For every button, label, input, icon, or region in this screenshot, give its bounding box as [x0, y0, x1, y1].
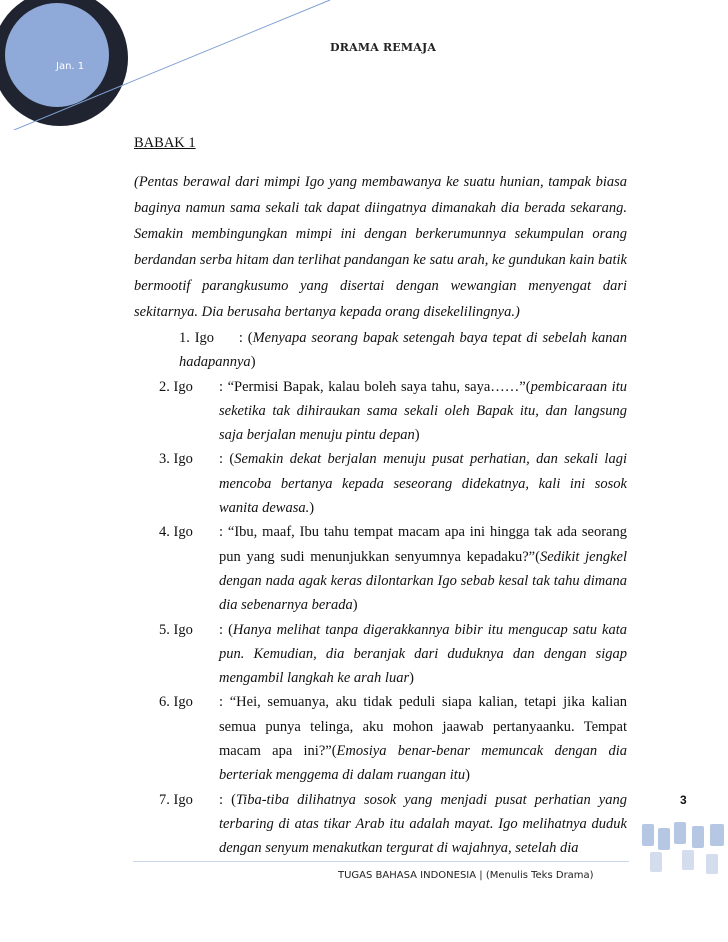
dialogue-number: 3. Igo: [159, 451, 193, 468]
dialogue-item: 7. Igo : (Tiba-tiba dilihatnya sosok yang menjadi pusat perhatian yang terbaring di atas tikar Arab itu adalah mayat. Igo melihatnya duduk dengan senyum menakutkan tergurat di wajahnya, setelah dia: [159, 788, 627, 861]
dialogue-number: 5. Igo: [159, 621, 193, 638]
dialogue-speech: “Ibu, maaf, Ibu tahu tempat macam apa ini hingga tak ada seorang pun yang sudi menunjukkan senyumnya kepadaku?”(: [219, 524, 627, 565]
dialogue-direction: pembicaraan itu seketika tak dihiraukan sama sekali oleh Bapak itu, dan langsung saja berjalan menuju pintu depan: [219, 378, 627, 444]
page-number: 3: [680, 793, 687, 807]
page-corner-decoration: [636, 820, 728, 880]
dialogue-speaker: Igo: [173, 694, 193, 711]
dialogue-direction: Emosiya benar-benar memuncak dengan dia berteriak menggema di dalam ruangan itu: [219, 743, 627, 784]
dialogue-item: 5. Igo : (Hanya melihat tanpa digerakkannya bibir itu mengucap satu kata pun. Kemudian, dia beranjak dari duduknya dan dengan sigap mengambil langkah ke arah luar): [159, 618, 627, 691]
dialogue-speaker: Igo: [194, 330, 215, 346]
dialogue-speaker: Igo: [173, 621, 193, 638]
dialogue-number: 6. Igo: [159, 694, 193, 711]
dialogue-direction: Tiba-tiba dilihatnya sosok yang menjadi pusat perhatian yang terbaring di atas tikar Arab itu adalah mayat. Igo melihatnya duduk dengan senyum menakutkan tergurat di wajahnya, setelah dia: [219, 791, 627, 857]
dialogue-number: 2. Igo: [159, 378, 193, 395]
dialogue-direction: Menyapa seorang bapak setengah baya tepat di sebelah kanan hadapannya: [179, 330, 628, 371]
dialogue-item: 4. Igo : “Ibu, maaf, Ibu tahu tempat macam apa ini hingga tak ada seorang pun yang sudi menunjukkan senyumnya kepadaku?”(Sedikit jengkel dengan nada agak keras dilontarkan Igo sebab kesal tak tahu dimana dia sebenarnya berada): [159, 520, 627, 617]
dialogue-speaker: Igo: [173, 791, 193, 808]
dialogue-number: 7. Igo: [159, 791, 193, 808]
section-title: BABAK 1: [134, 135, 196, 151]
stage-direction-intro: (Pentas berawal dari mimpi Igo yang membawanya ke suatu hunian, tampak biasa baginya namun sama sekali tak dapat diingatnya dimanakah dia berada sekarang. Semakin membingungkan mimpi ini dengan berkerumunnya sekumpulan orang berdandan serba hitam dan terlihat pandangan ke satu arah, ke gundukan kain batik bermootif parangkusumo yang disertai dengan wewangian menyengat dari sekitarnya. Dia berusaha bertanya kepada orang disekelilingnya.): [134, 174, 627, 320]
dialogue-number: 1. Igo: [179, 330, 215, 346]
dialogue-list: [159, 326, 627, 861]
dialogue-speech: “Permisi Bapak, kalau boleh saya tahu, saya……”(: [227, 378, 531, 395]
dialogue-item: 6. Igo : “Hei, semuanya, aku tidak peduli siapa kalian, tetapi jika kalian semua punya telinga, aku mohon jaawab pertanyaanku. Tempat macam apa ini?”(Emosiya benar-benar memuncak dengan dia berteriak menggema di dalam ruangan itu): [159, 690, 627, 787]
footer-divider: [133, 861, 629, 862]
dialogue-item: 3. Igo : (Semakin dekat berjalan menuju pusat perhatian, dan sekali lagi mencoba bertanya kepada seseorang didekatnya, kali ini sosok wanita dewasa.): [159, 447, 627, 520]
dialogue-speaker: Igo: [173, 451, 193, 468]
blue-circle: [5, 3, 109, 107]
dialogue-speaker: Igo: [173, 524, 193, 541]
dialogue-number: 4. Igo: [159, 524, 193, 541]
header-corner-decoration: [0, 0, 340, 130]
dialogue-item: 2. Igo : “Permisi Bapak, kalau boleh saya tahu, saya……”(pembicaraan itu seketika tak dihiraukan sama sekali oleh Bapak itu, dan langsung saja berjalan menuju pintu depan): [159, 375, 627, 448]
dialogue-speaker: Igo: [173, 378, 193, 395]
dialogue-speech: “Hei, semuanya, aku tidak peduli siapa kalian, tetapi jika kalian semua punya telinga, aku mohon jaawab pertanyaanku. Tempat macam apa ini?”(: [219, 694, 628, 760]
dialogue-direction: Sedikit jengkel dengan nada agak keras dilontarkan Igo sebab kesal tak tahu dimana dia sebenarnya berada: [219, 548, 627, 614]
dialogue-direction: Hanya melihat tanpa digerakkannya bibir itu mengucap satu kata pun. Kemudian, dia beranjak dari duduknya dan dengan sigap mengambil langkah ke arah luar: [219, 621, 627, 687]
header-title: DRAMA REMAJA: [330, 41, 437, 54]
dialogue-direction: Semakin dekat berjalan menuju pusat perhatian, dan sekali lagi mencoba bertanya kepada seseorang didekatnya, kali ini sosok wanita dewasa.: [219, 451, 627, 517]
header-date: Jan. 1: [56, 61, 85, 72]
dialogue-item: 1. Igo : (Menyapa seorang bapak setengah baya tepat di sebelah kanan hadapannya): [179, 330, 628, 371]
page-footer: TUGAS BAHASA INDONESIA | (Menulis Teks Drama): [338, 870, 594, 881]
